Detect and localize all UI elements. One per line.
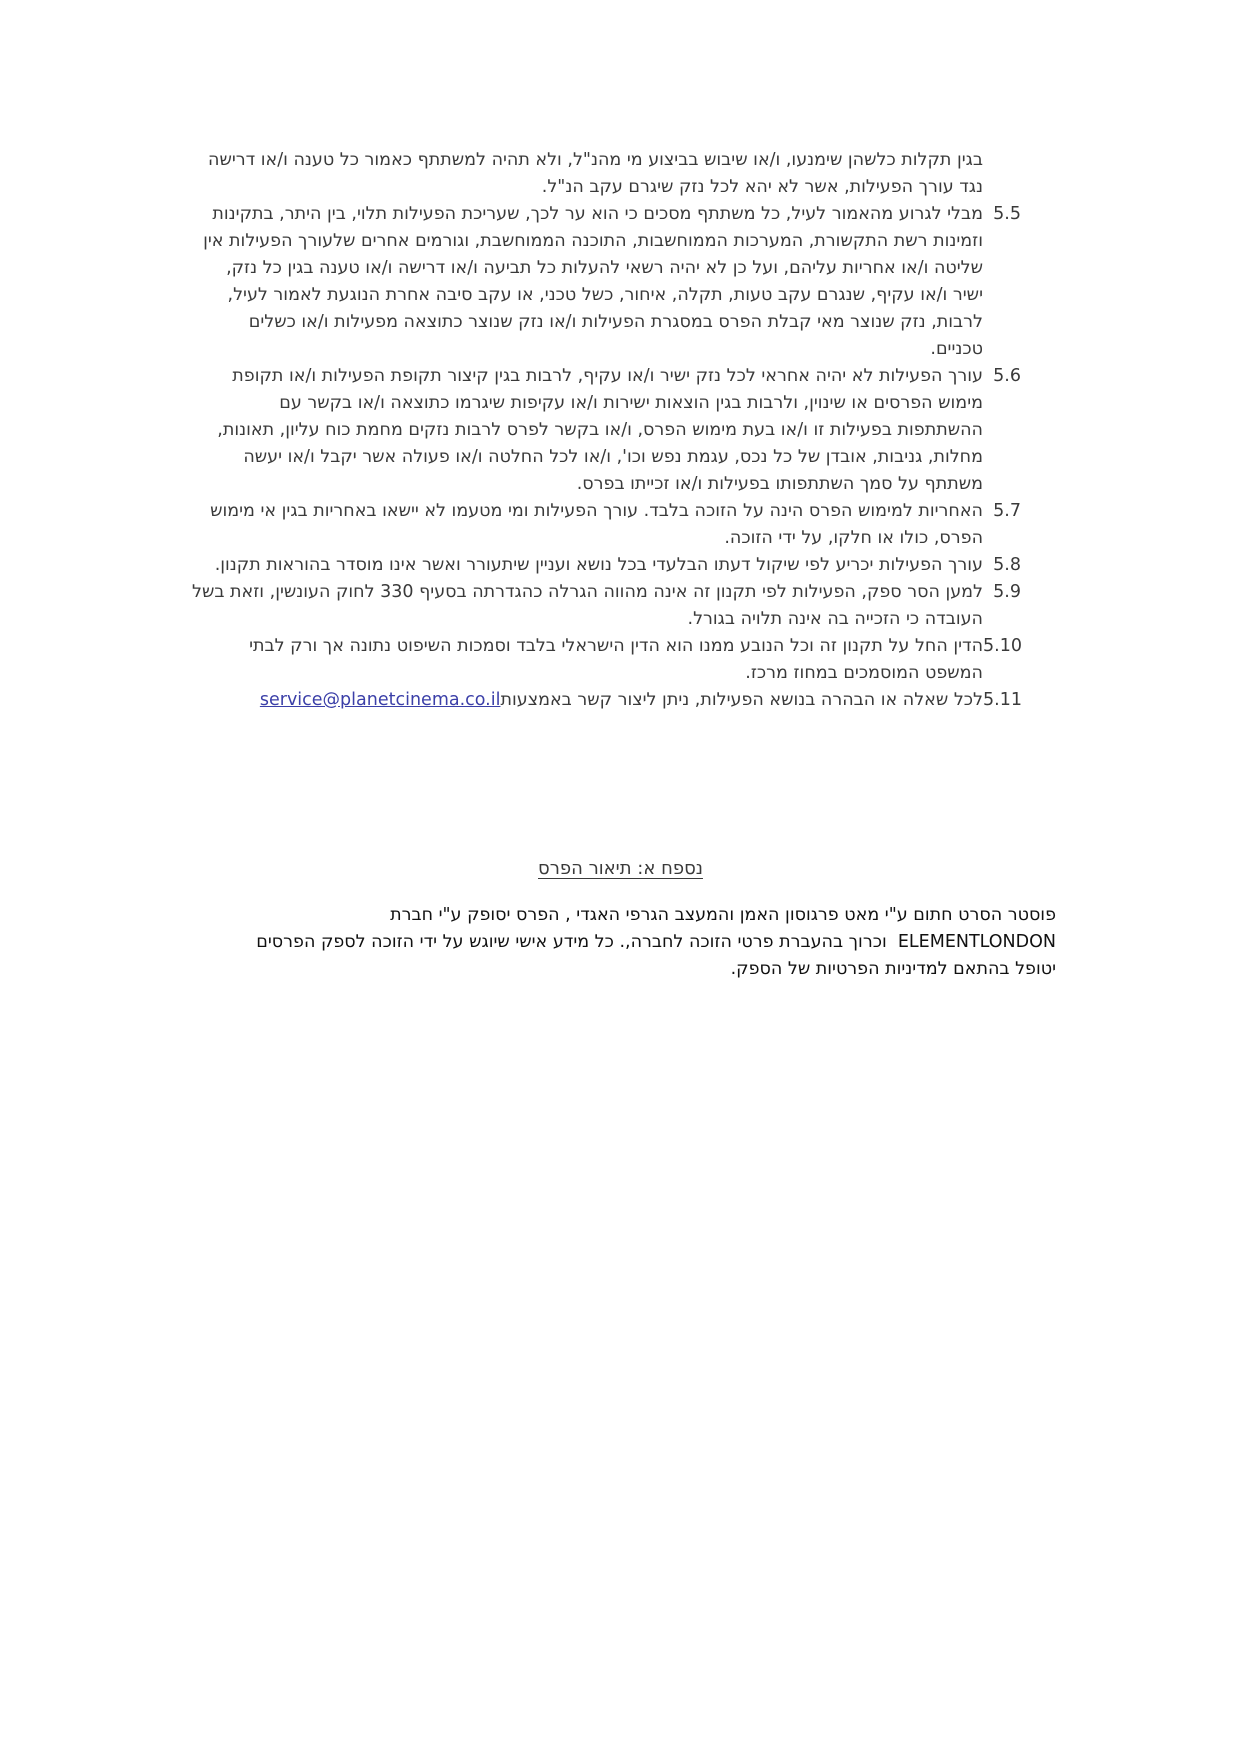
brand-name: ELEMENTLONDON bbox=[897, 932, 1056, 952]
clause-5-9 bbox=[191, 579, 1021, 633]
clause-number: 5.7 bbox=[993, 501, 1021, 521]
clause-text: עורך הפעילות לא יהיה אחראי לכל נזק ישיר ו/או עקיף, לרבות בגין קיצור תקופת הפעילות ו/או תקופת מימוש הפרסים או שינוין, ולרבות בגין הוצאות ישירות ו/או עקיפות שיגרמו כתוצאה ו/או בקשר עם ההשתתפות בפעילות זו ו/או בעת מימוש הפרס, ו/או בקשר לפרס לרבות נזקים מחמת כוח עליון, תאונות, מחלות, גניבות, אובדן של כל נכס, עגמת נפש וכו', ו/או לכל החלטה ו/או פעולה אשר יקבל ו/או יעשה משתתף על סמך השתתפותו בפעילות ו/או זכייתו בפרס. bbox=[217, 366, 983, 494]
intro-continuation bbox=[191, 147, 983, 201]
clause-5-7 bbox=[191, 498, 1021, 552]
clause-text: האחריות למימוש הפרס הינה על הזוכה בלבד. עורך הפעילות ומי מטעמו לא יישאו באחריות בגין אי מימוש הפרס, כולו או חלקו, על ידי הזוכה. bbox=[210, 501, 983, 548]
clause-5-6 bbox=[191, 363, 1021, 498]
clause-text bbox=[191, 687, 983, 714]
clause-number: 5.11 bbox=[983, 690, 1022, 710]
appendix-title: נספח א: תיאור הפרס bbox=[538, 858, 703, 879]
appendix-line: פוסטר הסרט חתום ע"י מאט פרגוסון האמן והמעצב הגרפי האגדי , הפרס יסופק ע"י חברת bbox=[390, 905, 1056, 925]
appendix-line: יטופל בהתאם למדיניות הפרטיות של הספק. bbox=[730, 959, 1056, 979]
clause-5-10 bbox=[191, 633, 1021, 687]
clause-text: הדין החל על תקנון זה וכל הנובע ממנו הוא הדין הישראלי בלבד וסמכות השיפוט נתונה אך ורק לבתי המשפט המוסמכים במחוז מרכז. bbox=[249, 636, 983, 683]
clause-text: מבלי לגרוע מהאמור לעיל, כל משתתף מסכים כי הוא ער לכך, שעריכת הפעילות תלוי, בין היתר, בתקינות וזמינות רשת התקשורת, המערכות הממוחשבות, התוכנה הממוחשבת, וגורמים אחרים שלעורך הפעילות אין שליטה ו/או אחריות עליהם, ועל כן לא יהיה רשאי להעלות כל תביעה ו/או דרישה ו/או טענה בגין כל נזק, ישיר ו/או עקיף, שנגרם עקב טעות, תקלה, איחור, כשל טכני, או עקב סיבה אחרת הנוגעת לאמור לעיל, לרבות, נזק שנוצר מאי קבלת הפרס במסגרת הפעילות ו/או נזק שנוצר כתוצאה מפעילות ו/או כשלים טכניים. bbox=[203, 204, 983, 359]
clause-5-8 bbox=[191, 552, 1021, 579]
clause-5-5 bbox=[191, 201, 1021, 363]
clause-number: 5.6 bbox=[993, 366, 1021, 386]
intro-line: בגין תקלות כלשהן שימנעו, ו/או שיבוש בביצוע מי מהנ"ל, ולא תהיה למשתתף כאמור כל טענה ו/או דרישה bbox=[208, 150, 983, 170]
intro-line: נגד עורך הפעילות, אשר לא יהא לכל נזק שיגרם עקב הנ"ל. bbox=[541, 177, 983, 197]
clause-text: למען הסר ספק, הפעילות לפי תקנון זה אינה מהווה הגרלה כהגדרתה בסעיף 330 לחוק העונשין, וזאת בשל העובדה כי הזכייה בה אינה תלויה בגורל. bbox=[192, 582, 983, 629]
appendix-line-rest: וכרוך בהעברת פרטי הזוכה לחברה,. כל מידע אישי שיוגש על ידי הזוכה לספק הפרסים bbox=[256, 932, 887, 952]
clause-number: 5.8 bbox=[993, 555, 1021, 575]
contact-email-link[interactable]: service@planetcinema.co.il bbox=[259, 690, 501, 710]
terms-section bbox=[191, 147, 1021, 714]
appendix-body bbox=[206, 902, 1056, 983]
clause-number: 5.5 bbox=[993, 204, 1021, 224]
clause-number: 5.10 bbox=[983, 636, 1022, 656]
appendix-line bbox=[206, 929, 1056, 956]
clause-text-body: לכל שאלה או הבהרה בנושא הפעילות, ניתן ליצור קשר באמצעות bbox=[500, 690, 983, 710]
clause-number: 5.9 bbox=[993, 582, 1021, 602]
clause-text: עורך הפעילות יכריע לפי שיקול דעתו הבלעדי בכל נושא ועניין שיתעורר ואשר אינו מוסדר בהוראות תקנון. bbox=[214, 555, 983, 575]
clause-5-11 bbox=[191, 687, 1021, 714]
